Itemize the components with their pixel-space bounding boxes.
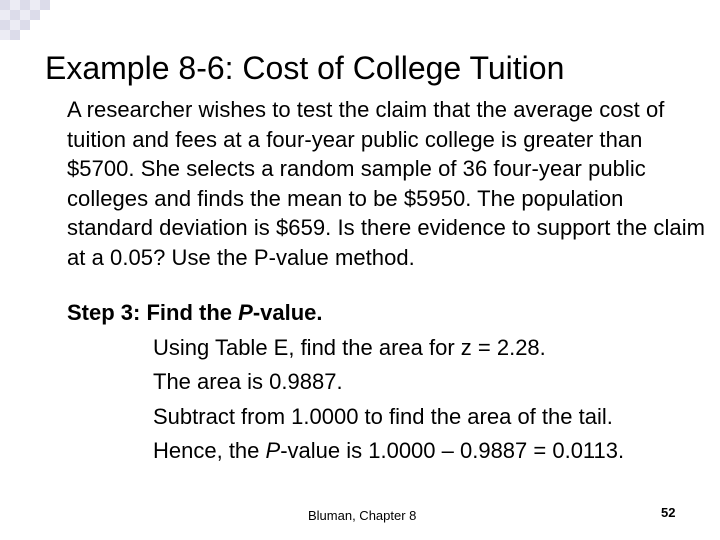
step-line-2: The area is 0.9887. (153, 369, 343, 394)
slide-footer (0, 505, 720, 528)
step-heading-italic: P (238, 300, 253, 325)
problem-text: A researcher wishes to test the claim that the average cost of tuition and fees at a four-year public college is greater than $5700. She selects a random sample of 36 four-year public colleges and finds the mean to be $5950. The population standard deviation is $659. Is there evidence to support the claim at a 0.05? Use the P-value method. (67, 97, 706, 270)
step-3-section (67, 296, 624, 469)
step-line-1: Using Table E, find the area for z = 2.28. (153, 334, 546, 360)
step-heading (67, 296, 624, 331)
corner-checker-decoration (0, 0, 52, 44)
step-line-3: Subtract from 1.0000 to find the area of the tail. (153, 403, 613, 429)
footer-source: Bluman, Chapter 8 (308, 508, 417, 523)
step-line-4 (67, 434, 624, 469)
step-heading-suffix: -value. (252, 300, 323, 325)
slide-title: Example 8-6: Cost of College Tuition (45, 50, 565, 86)
step-line-4-italic: P (265, 438, 281, 463)
step-line-4-suffix: -value is 1.0000 – 0.9887 = 0.0113. (280, 438, 625, 463)
step-heading-prefix: Step 3: Find the (67, 300, 239, 325)
problem-statement (67, 95, 707, 272)
slide-number: 52 (661, 505, 676, 520)
step-line-4-prefix: Hence, the (153, 438, 266, 463)
